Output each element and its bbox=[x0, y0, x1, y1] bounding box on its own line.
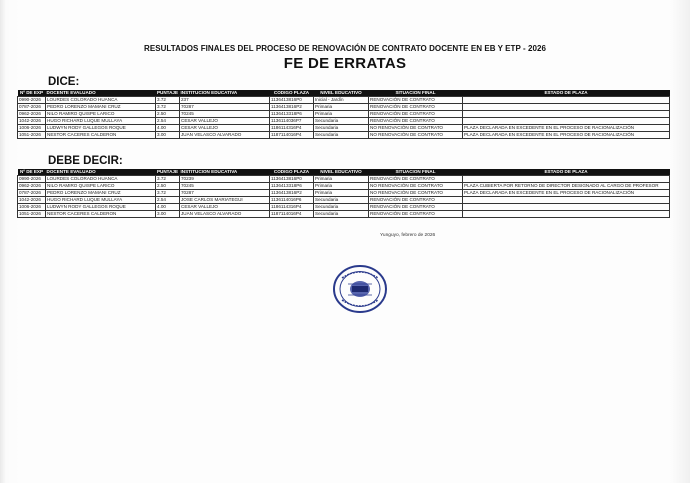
table-cell: 1051-2026 bbox=[18, 132, 46, 139]
table-cell: 1187114016P4 bbox=[270, 132, 314, 139]
debe-decir-column-header: ESTADO DE PLAZA bbox=[463, 169, 670, 176]
dice-column-header: SITUACION FINAL bbox=[369, 90, 463, 97]
debe-decir-column-header: INSTITUCION EDUCATIVA bbox=[180, 169, 270, 176]
debe-decir-column-header: NIVEL EDUCATIVO bbox=[314, 169, 369, 176]
table-row bbox=[18, 183, 670, 190]
table-row bbox=[18, 176, 670, 183]
table-row bbox=[18, 132, 670, 139]
table-cell: Secundaria bbox=[314, 118, 369, 125]
table-cell: 1136413318P6 bbox=[270, 111, 314, 118]
table-cell: 3.72 bbox=[156, 97, 180, 104]
table-cell bbox=[463, 211, 670, 218]
section-dice-label: DICE: bbox=[48, 76, 80, 88]
table-cell: Secundaria bbox=[314, 125, 369, 132]
table-cell: NILO RAMIRO QUISPE LARICO bbox=[46, 111, 156, 118]
official-seal-icon bbox=[332, 264, 388, 314]
table-cell: 1136413816P0 bbox=[270, 97, 314, 104]
table-cell: 70245 bbox=[180, 111, 270, 118]
table-cell: LOURDES COLORADO HUANCA bbox=[46, 176, 156, 183]
table-row bbox=[18, 111, 670, 118]
table-cell: 1051-2026 bbox=[18, 211, 46, 218]
debe-decir-column-header: PUNTAJE bbox=[156, 169, 179, 175]
debe-decir-column-header: Nº DE EXP bbox=[18, 169, 46, 176]
table-cell: JUAN VELASCO ALVARADO bbox=[180, 132, 270, 139]
table-cell: 70287 bbox=[180, 104, 270, 111]
table-cell: PLAZA DECLARADA EN EXCEDENTE EN EL PROCESO DE RACIONALIZACIÓN bbox=[463, 190, 670, 197]
table-cell: 1006-2026 bbox=[18, 204, 46, 211]
table-cell: PLAZA DECLARADA EN EXCEDENTE EN EL PROCESO DE RACIONALIZACIÓN bbox=[463, 132, 670, 139]
dice-column-header: INSTITUCION EDUCATIVA bbox=[180, 90, 270, 97]
debe-decir-column-header: SITUACION FINAL bbox=[369, 169, 463, 176]
table-cell: Primaria bbox=[314, 176, 369, 183]
dice-table-body bbox=[18, 97, 670, 139]
section-debe-decir-label: DEBE DECIR: bbox=[48, 155, 123, 167]
dice-column-header: NIVEL EDUCATIVO bbox=[314, 90, 369, 97]
table-cell: 3.72 bbox=[156, 104, 180, 111]
table-row bbox=[18, 118, 670, 125]
table-cell bbox=[463, 176, 670, 183]
table-cell: 4.00 bbox=[156, 125, 180, 132]
dice-table bbox=[17, 90, 670, 139]
table-cell: 1186114316P4 bbox=[270, 204, 314, 211]
table-cell: Secundaria bbox=[314, 197, 369, 204]
table-cell: NO RENOVACIÓN DE CONTRATO bbox=[369, 125, 463, 132]
table-cell: 3.72 bbox=[156, 176, 180, 183]
table-cell: 1042-2026 bbox=[18, 197, 46, 204]
table-cell: 70245 bbox=[180, 183, 270, 190]
table-cell bbox=[463, 118, 670, 125]
table-cell: Secundaria bbox=[314, 132, 369, 139]
table-cell: RENOVACIÓN DE CONTRATO bbox=[369, 176, 463, 183]
table-cell: 4.00 bbox=[156, 204, 180, 211]
table-cell: JUAN VELASCO ALVARADO bbox=[180, 211, 270, 218]
table-cell: 0990-2026 bbox=[18, 97, 46, 104]
table-cell: Secundaria bbox=[314, 204, 369, 211]
table-cell: CESAR VALLEJO bbox=[180, 125, 270, 132]
table-cell: RENOVACIÓN DE CONTRATO bbox=[369, 118, 463, 125]
place-date: Yunguyo, febrero de 2026 bbox=[380, 233, 436, 238]
table-cell: LOURDES COLORADO HUANCA bbox=[46, 97, 156, 104]
table-row bbox=[18, 211, 670, 218]
table-cell: PLAZA DECLARADA EN EXCEDENTE EN EL PROCESO DE RACIONALIZACIÓN bbox=[463, 125, 670, 132]
table-cell bbox=[463, 204, 670, 211]
table-row bbox=[18, 97, 670, 104]
dice-column-header: ESTADO DE PLAZA bbox=[463, 90, 670, 97]
table-cell: JOSE CARLOS MARIATEGUI bbox=[180, 197, 270, 204]
table-cell: 1136413318P6 bbox=[270, 183, 314, 190]
dice-column-header: Nº DE EXP bbox=[18, 90, 46, 97]
debe-decir-column-header: CODIGO PLAZA bbox=[270, 169, 314, 176]
table-row bbox=[18, 104, 670, 111]
table-cell: Primaria bbox=[314, 190, 369, 197]
table-cell: 2.50 bbox=[156, 183, 180, 190]
debe-decir-table bbox=[17, 169, 670, 218]
table-cell: 0990-2026 bbox=[18, 176, 46, 183]
table-cell: 1136413816P2 bbox=[270, 190, 314, 197]
table-cell: 1136413816P2 bbox=[270, 104, 314, 111]
table-cell: 1042-2026 bbox=[18, 118, 46, 125]
table-cell: RENOVACIÓN DE CONTRATO bbox=[369, 204, 463, 211]
table-cell: NO RENOVACIÓN DE CONTRATO bbox=[369, 190, 463, 197]
table-cell: Secundaria bbox=[314, 211, 369, 218]
table-cell: 3.00 bbox=[156, 132, 180, 139]
table-cell: NESTOR CACERES CALDERON bbox=[46, 211, 156, 218]
table-cell bbox=[463, 197, 670, 204]
table-cell: 3.72 bbox=[156, 190, 180, 197]
table-cell: 1136114016P6 bbox=[270, 197, 314, 204]
table-cell: 0962-2026 bbox=[18, 111, 46, 118]
table-cell bbox=[463, 104, 670, 111]
debe-decir-column-header: DOCENTE EVALUADO bbox=[46, 169, 156, 176]
table-cell: 2.54 bbox=[156, 197, 180, 204]
table-cell: 0787-2026 bbox=[18, 190, 46, 197]
table-cell: 237 bbox=[180, 97, 270, 104]
table-cell: NO RENOVACIÓN DE CONTRATO bbox=[369, 183, 463, 190]
table-cell: HUGO RICHARD LUQUE MULLAYA bbox=[46, 118, 156, 125]
table-cell bbox=[463, 111, 670, 118]
table-cell: 1186114316P4 bbox=[270, 125, 314, 132]
table-cell: HUGO RICHARD LUQUE MULLAYA bbox=[46, 197, 156, 204]
table-cell: 1006-2026 bbox=[18, 125, 46, 132]
document-title: RESULTADOS FINALES DEL PROCESO DE RENOVACIÓN DE CONTRATO DOCENTE EN EB Y ETP - 2026 bbox=[144, 44, 546, 53]
table-cell: 2.54 bbox=[156, 118, 180, 125]
table-cell: 1136413816P0 bbox=[270, 176, 314, 183]
table-cell: 70239 bbox=[180, 176, 270, 183]
table-cell: CESAR VALLEJO bbox=[180, 118, 270, 125]
table-cell: 1136114036P7 bbox=[270, 118, 314, 125]
table-row bbox=[18, 204, 670, 211]
dice-column-header: DOCENTE EVALUADO bbox=[46, 90, 156, 97]
table-cell: 0787-2026 bbox=[18, 104, 46, 111]
table-cell: Inicial - Jardín bbox=[314, 97, 369, 104]
table-cell: Primaria bbox=[314, 111, 369, 118]
table-cell: Primaria bbox=[314, 183, 369, 190]
table-cell: 3.00 bbox=[156, 211, 180, 218]
table-cell: LUDWYN RODY GALLEGOS ROQUE bbox=[46, 204, 156, 211]
table-cell: PLAZA CUBIERTA POR RETORNO DE DIRECTOR DESIGNADO AL CARGO DE PROFESOR bbox=[463, 183, 670, 190]
table-cell bbox=[463, 97, 670, 104]
dice-column-header: CODIGO PLAZA bbox=[270, 90, 314, 97]
dice-column-header: PUNTAJE bbox=[156, 90, 179, 96]
table-cell: 0962-2026 bbox=[18, 183, 46, 190]
table-row bbox=[18, 190, 670, 197]
table-cell: RENOVACIÓN DE CONTRATO bbox=[369, 211, 463, 218]
table-cell: Primaria bbox=[314, 104, 369, 111]
debe-decir-table-body bbox=[18, 176, 670, 218]
table-cell: RENOVACIÓN DE CONTRATO bbox=[369, 104, 463, 111]
table-row bbox=[18, 125, 670, 132]
table-cell: PEDRO LORENZO MAMANI CRUZ bbox=[46, 190, 156, 197]
table-cell: RENOVACIÓN DE CONTRATO bbox=[369, 197, 463, 204]
table-cell: NESTOR CACERES CALDERON bbox=[46, 132, 156, 139]
table-cell: LUDWYN RODY GALLEGOS ROQUE bbox=[46, 125, 156, 132]
table-row bbox=[18, 197, 670, 204]
table-cell: PEDRO LORENZO MAMANI CRUZ bbox=[46, 104, 156, 111]
table-cell: NILO RAMIRO QUISPE LARICO bbox=[46, 183, 156, 190]
table-cell: 70287 bbox=[180, 190, 270, 197]
table-cell: NO RENOVACIÓN DE CONTRATO bbox=[369, 132, 463, 139]
table-cell: 1187114016P4 bbox=[270, 211, 314, 218]
errata-heading: FE DE ERRATAS bbox=[283, 55, 407, 72]
table-cell: RENOVACIÓN DE CONTRATO bbox=[369, 111, 463, 118]
table-cell: 2.50 bbox=[156, 111, 180, 118]
table-cell: RENOVACIÓN DE CONTRATO bbox=[369, 97, 463, 104]
table-cell: CESAR VALLEJO bbox=[180, 204, 270, 211]
